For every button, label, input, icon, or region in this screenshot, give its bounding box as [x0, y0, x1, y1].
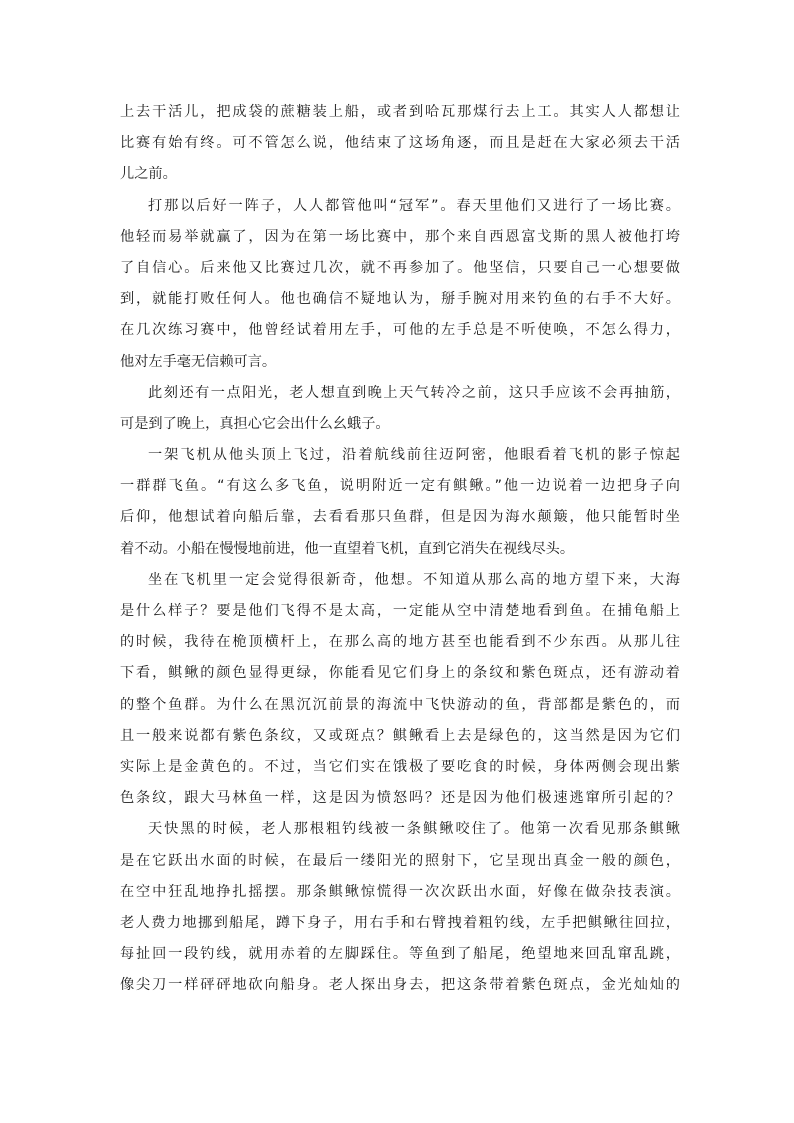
text-line: 是什么样子？要是他们飞得不是太高，一定能从空中清楚地看到鱼。在捕龟船上	[120, 603, 680, 619]
text-line: 像尖刀一样砰砰地砍向船身。老人探出身去，把这条带着紫色斑点，金光灿灿的	[120, 977, 680, 994]
text-line: 他轻而易举就赢了，因为在第一场比赛中，那个来自西恩富戈斯的黑人被他打垮	[120, 228, 680, 245]
text-line: 上去干活儿，把成袋的蔗糖装上船，或者到哈瓦那煤行去上工。其实人人都想让	[120, 104, 680, 120]
text-line: 每扯回一段钓线，就用赤着的左脚踩住。等鱼到了船尾，绝望地来回乱窜乱跳，	[120, 946, 680, 963]
text-line: 一群群飞鱼。“有这么多飞鱼，说明附近一定有鲯鳅。”他一边说着一边把身子向	[120, 478, 680, 495]
text-line: 在空中狂乱地挣扎摇摆。那条鲯鳅惊慌得一次次跃出水面，好像在做杂技表演。	[120, 883, 680, 900]
text-line: 一架飞机从他头顶上飞过，沿着航线前往迈阿密，他眼看着飞机的影子惊起	[148, 447, 680, 464]
text-line: 实际上是金黄色的。不过，当它们实在饿极了要吃食的时候，身体两侧会现出紫	[120, 758, 680, 775]
body-text	[120, 97, 680, 1001]
text-line: 的整个鱼群。为什么在黑沉沉前景的海流中飞快游动的鱼，背部都是紫色的，而	[120, 696, 680, 713]
text-line: 且一般来说都有紫色条纹，又或斑点？鲯鳅看上去是绿色的，这当然是因为它们	[120, 727, 680, 744]
text-line: 的时候，我待在桅顶横杆上，在那么高的地方甚至也能看到不少东西。从那儿往	[120, 634, 680, 651]
text-line: 他对左手毫无信赖可言。	[120, 353, 277, 370]
text-line: 坐在飞机里一定会觉得很新奇，他想。不知道从那么高的地方望下来，大海	[148, 571, 680, 588]
text-line: 下看，鲯鳅的颜色显得更绿，你能看见它们身上的条纹和紫色斑点，还有游动着	[120, 665, 680, 682]
text-line: 色条纹，跟大马林鱼一样，这是因为愤怒吗？还是因为他们极速逃窜所引起的？	[120, 790, 680, 807]
text-line: 老人费力地挪到船尾，蹲下身子，用右手和右臂拽着粗钓线，左手把鲯鳅往回拉，	[120, 914, 680, 931]
text-line: 着不动。小船在慢慢地前进，他一直望着飞机，直到它消失在视线尽头。	[120, 540, 575, 557]
text-line: 此刻还有一点阳光，老人想直到晚上天气转冷之前，这只手应该不会再抽筋，	[148, 384, 680, 401]
text-line: 了自信心。后来他又比赛过几次，就不再参加了。他坚信，只要自己一心想要做	[120, 259, 680, 276]
text-line: 儿之前。	[120, 166, 177, 183]
text-line: 天快黑的时候，老人那根粗钓线被一条鲯鳅咬住了。他第一次看见那条鲯鳅	[148, 821, 680, 838]
text-line: 比赛有始有终。可不管怎么说，他结束了这场角逐，而且是赶在大家必须去干活	[120, 135, 680, 152]
text-line: 是在它跃出水面的时候，在最后一缕阳光的照射下，它呈现出真金一般的颜色，	[120, 852, 680, 869]
text-line: 后仰，他想试着向船后靠，去看看那只鱼群，但是因为海水颠簸，他只能暂时坐	[120, 509, 680, 526]
text-line: 打那以后好一阵子，人人都管他叫“冠军”。春天里他们又进行了一场比赛。	[148, 197, 680, 214]
text-line: 到，就能打败任何人。他也确信不疑地认为，掰手腕对用来钓鱼的右手不大好。	[120, 291, 680, 308]
text-line: 可是到了晚上，真担心它会出什么幺蛾子。	[120, 415, 390, 432]
text-line: 在几次练习赛中，他曾经试着用左手，可他的左手总是不听使唤，不怎么得力，	[120, 322, 680, 339]
